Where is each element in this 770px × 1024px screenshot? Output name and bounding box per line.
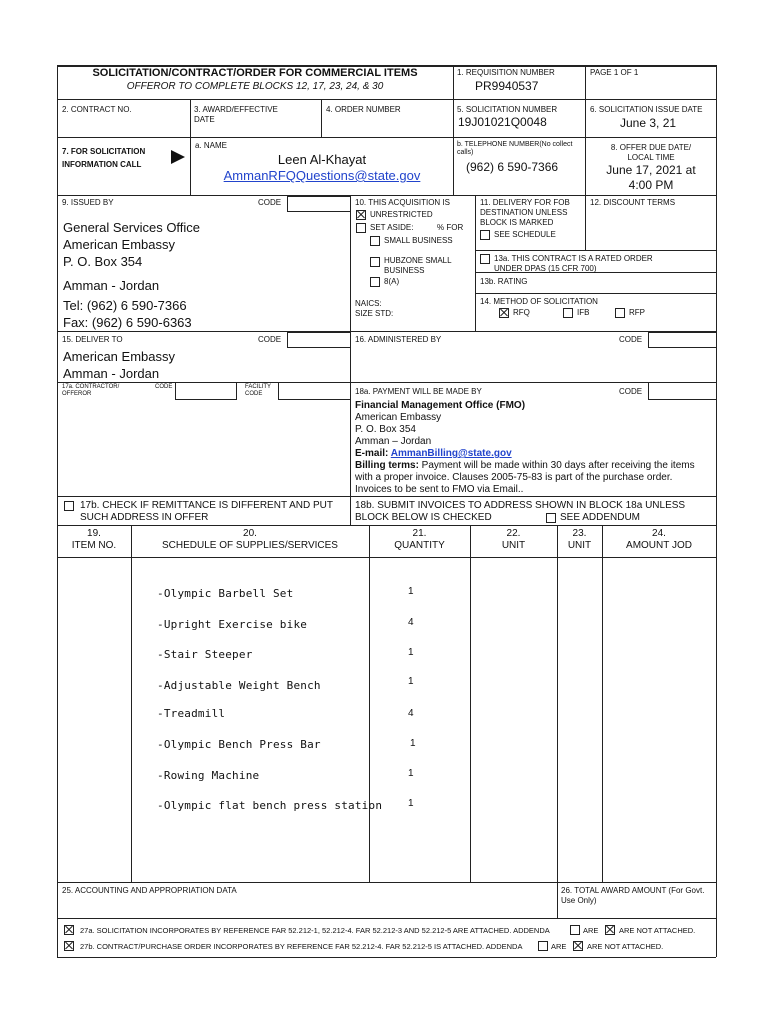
submit-invoices-label: 18b. SUBMIT INVOICES TO ADDRESS SHOWN IN BLOCK 18a UNLESS BLOCK BELOW IS CHECKED	[355, 500, 686, 523]
deliver-to-label: 15. DELIVER TO	[62, 335, 123, 344]
deliver-to-line: Amman - Jordan	[63, 366, 160, 381]
deliver-to-line: American Embassy	[63, 349, 175, 364]
requisition-number: PR9940537	[475, 79, 539, 93]
incorporates-27a-checkbox[interactable]	[64, 925, 74, 935]
col-divider	[369, 525, 370, 882]
contact-email-link[interactable]: AmmanRFQQuestions@state.gov	[223, 168, 421, 183]
item-description: -Upright Exercise bike	[157, 618, 308, 631]
payment-code-field[interactable]	[648, 382, 717, 400]
payment-label: 18a. PAYMENT WILL BE MADE BY	[355, 387, 482, 396]
item-description: -Stair Steeper	[157, 648, 253, 661]
telephone-label: b. TELEPHONE NUMBER(No collect calls)	[457, 141, 573, 156]
payment-address-line: P. O. Box 354	[355, 424, 416, 435]
issued-by-line: American Embassy	[63, 237, 175, 252]
item-description: -Treadmill	[157, 707, 226, 720]
item-quantity: 1	[408, 676, 414, 687]
row-divider	[57, 557, 716, 558]
eight-a-label: 8(A)	[384, 277, 400, 286]
addenda-27a-not-attached-label: ARE NOT ATTACHED.	[619, 926, 696, 935]
size-std-label: SIZE STD:	[355, 309, 394, 318]
remittance-checkbox[interactable]	[64, 501, 74, 511]
item-description: -Rowing Machine	[157, 769, 260, 782]
arrow-right-icon	[171, 150, 185, 164]
row-divider	[57, 882, 716, 883]
rated-order-label: 13a. THIS CONTRACT IS A RATED ORDER UNDER DPAS (15 CFR 700)	[494, 254, 653, 273]
telephone-number: (962) 6 590-7366	[466, 160, 559, 174]
col-divider	[453, 65, 454, 195]
percent-for-label: % FOR	[437, 223, 464, 232]
billing-terms	[355, 460, 710, 496]
issued-by-line: General Services Office	[63, 220, 201, 235]
issued-by-line: Fax: (962) 6 590-6363	[63, 315, 192, 330]
col-divider	[585, 195, 586, 250]
item-quantity: 4	[408, 617, 414, 628]
issue-date-label: 6. SOLICITATION ISSUE DATE	[590, 105, 703, 114]
contact-name: Leen Al-Khayat	[277, 152, 367, 167]
administered-code-label: CODE	[619, 335, 643, 344]
acquisition-label: 10. THIS ACQUISITION IS	[355, 198, 450, 207]
method-label: 14. METHOD OF SOLICITATION	[480, 297, 598, 306]
see-schedule-checkbox[interactable]	[480, 230, 490, 240]
form-title: SOLICITATION/CONTRACT/ORDER FOR COMMERCIAL ITEMS	[92, 67, 418, 79]
clause-27a-label: 27a. SOLICITATION INCORPORATES BY REFERENCE FAR 52.212-1, 52.212-4. FAR 52.212-3 AND 52.212-5 ARE ATTACHED. ADDENDA	[80, 926, 550, 935]
naics-label: NAICS:	[355, 299, 382, 308]
offer-due-label: 8. OFFER DUE DATE/ LOCAL TIME	[610, 143, 692, 162]
small-business-label: SMALL BUSINESS	[384, 236, 453, 245]
item-quantity: 1	[408, 586, 414, 597]
schedule-header: 20. SCHEDULE OF SUPPLIES/SERVICES	[162, 528, 338, 551]
contractor-code-field[interactable]	[175, 382, 237, 400]
payment-email-row	[355, 448, 512, 460]
addenda-27a-not-attached-checkbox[interactable]	[605, 925, 615, 935]
ifb-checkbox[interactable]	[563, 308, 573, 318]
rated-order-checkbox[interactable]	[480, 254, 490, 264]
unrestricted-label: UNRESTRICTED	[370, 210, 433, 219]
see-schedule-label: SEE SCHEDULE	[494, 230, 556, 239]
administered-code-field[interactable]	[648, 332, 717, 348]
row-divider	[57, 525, 716, 526]
col-divider	[190, 99, 191, 195]
solicitation-number-label: 5. SOLICITATION NUMBER	[457, 105, 558, 114]
addenda-27a-are-checkbox[interactable]	[570, 925, 580, 935]
row-divider	[57, 496, 716, 497]
page-indicator: PAGE 1 OF 1	[590, 68, 639, 77]
hubzone-checkbox[interactable]	[370, 257, 380, 267]
billing-terms-label: Billing terms:	[355, 460, 419, 471]
issued-by-code-label: CODE	[258, 198, 282, 207]
col-divider	[131, 525, 132, 882]
addenda-27b-not-attached-label: ARE NOT ATTACHED.	[587, 942, 664, 951]
item-quantity: 1	[408, 768, 414, 779]
form-bottom-border	[57, 957, 716, 958]
rfp-label: RFP	[629, 308, 645, 317]
requisition-label: 1. REQUISITION NUMBER	[457, 68, 555, 77]
addenda-27b-are-checkbox[interactable]	[538, 941, 548, 951]
payment-code-label: CODE	[619, 387, 643, 396]
row-divider	[57, 195, 716, 196]
item-description: -Olympic Bench Press Bar	[157, 738, 321, 751]
addenda-27a-are-label: ARE	[583, 926, 599, 935]
issued-by-line: P. O. Box 354	[63, 254, 143, 269]
col-divider	[557, 525, 558, 918]
addenda-27b-not-attached-checkbox[interactable]	[573, 941, 583, 951]
facility-code-field[interactable]	[278, 382, 351, 400]
payment-email-link[interactable]: AmmanBilling@state.gov	[390, 448, 512, 459]
unit-header: 22. UNIT	[501, 528, 526, 551]
row-divider	[57, 137, 716, 138]
row-divider	[57, 99, 716, 100]
item-quantity: 1	[408, 647, 414, 658]
item-description: -Olympic flat bench press station	[157, 799, 383, 812]
discount-terms-label: 12. DISCOUNT TERMS	[590, 198, 676, 207]
rfq-label: RFQ	[513, 308, 530, 317]
accounting-label: 25. ACCOUNTING AND APPROPRIATION DATA	[62, 886, 237, 895]
addenda-27b-are-label: ARE	[551, 942, 567, 951]
col-divider	[475, 195, 476, 331]
payment-office: Financial Management Office (FMO)	[355, 400, 526, 411]
item-quantity: 1	[410, 738, 416, 749]
unrestricted-checkbox[interactable]	[356, 210, 366, 220]
row-divider	[57, 382, 716, 383]
form-left-border	[57, 65, 58, 957]
facility-code-label: FACILITY CODE	[245, 384, 272, 397]
ifb-label: IFB	[577, 308, 590, 317]
delivery-fob-label: 11. DELIVERY FOR FOB DESTINATION UNLESS BLOCK IS MARKED	[480, 198, 570, 227]
award-date-label: 3. AWARD/EFFECTIVE DATE	[194, 105, 278, 124]
contractor-code-label: CODE	[155, 384, 173, 390]
issue-date: June 3, 21	[620, 116, 677, 130]
issued-by-code-field[interactable]	[287, 196, 351, 212]
see-addendum-checkbox[interactable]	[546, 513, 556, 523]
see-addendum-label: SEE ADDENDUM	[560, 512, 641, 523]
row-divider	[475, 293, 716, 294]
remittance-label: 17b. CHECK IF REMITTANCE IS DIFFERENT AND PUT SUCH ADDRESS IN OFFER	[80, 500, 333, 523]
unit-price-header: 23. UNIT	[567, 528, 592, 551]
for-information-label: 7. FOR SOLICITATION INFORMATION CALL	[62, 147, 146, 169]
hubzone-label: HUBZONE SMALL BUSINESS	[384, 256, 452, 275]
order-number-label: 4. ORDER NUMBER	[326, 105, 401, 114]
small-business-checkbox[interactable]	[370, 236, 380, 246]
incorporates-27b-checkbox[interactable]	[64, 941, 74, 951]
payment-address-line: Amman – Jordan	[355, 436, 432, 447]
col-divider	[470, 525, 471, 882]
item-quantity: 4	[408, 708, 414, 719]
row-divider	[475, 250, 716, 251]
total-award-label: 26. TOTAL AWARD AMOUNT (For Govt. Use Only)	[561, 886, 705, 905]
payment-email-label: E-mail:	[355, 448, 391, 459]
col-divider	[602, 525, 603, 882]
rfp-checkbox[interactable]	[615, 308, 625, 318]
contract-no-label: 2. CONTRACT NO.	[62, 105, 132, 114]
contractor-label: 17a. CONTRACTOR/ OFFEROR	[62, 384, 120, 397]
issued-by-line: Amman - Jordan	[63, 278, 160, 293]
item-description: -Adjustable Weight Bench	[157, 679, 321, 692]
rating-label: 13b. RATING	[480, 277, 528, 286]
clause-27b-label: 27b. CONTRACT/PURCHASE ORDER INCORPORATES BY REFERENCE FAR 52.212-4. FAR 52.212-5 IS ATTACHED. ADDENDA	[80, 942, 523, 951]
eight-a-checkbox[interactable]	[370, 277, 380, 287]
set-aside-label: SET ASIDE:	[370, 223, 414, 232]
rfq-checkbox[interactable]	[499, 308, 509, 318]
name-label: a. NAME	[195, 141, 228, 150]
amount-header: 24. AMOUNT JOD	[626, 528, 692, 551]
form-subtitle: OFFEROR TO COMPLETE BLOCKS 12, 17, 23, 24, & 30	[126, 81, 384, 92]
offer-due-date: June 17, 2021 at 4:00 PM	[606, 163, 696, 192]
payment-address-line: American Embassy	[355, 412, 442, 423]
set-aside-checkbox[interactable]	[356, 223, 366, 233]
deliver-to-code-field[interactable]	[287, 332, 351, 348]
solicitation-number: 19J01021Q0048	[458, 115, 547, 129]
col-divider	[350, 195, 351, 525]
administered-by-label: 16. ADMINISTERED BY	[355, 335, 442, 344]
item-quantity: 1	[408, 798, 414, 809]
form-right-border	[716, 65, 717, 957]
billing-terms-text: Payment will be made within 30 days after receiving the items with a proper invoice. Clauses 2005-75-83 is part of the purchase order. Invoices to be sent to FMO via Email..	[355, 460, 695, 495]
issued-by-label: 9. ISSUED BY	[62, 198, 114, 207]
quantity-header: 21. QUANTITY	[394, 528, 445, 551]
deliver-to-code-label: CODE	[258, 335, 282, 344]
issued-by-line: Tel: (962) 6 590-7366	[63, 298, 187, 313]
row-divider	[57, 918, 716, 919]
col-divider	[321, 99, 322, 137]
item-no-header: 19. ITEM NO.	[71, 528, 117, 551]
row-divider	[57, 331, 716, 332]
item-description: -Olympic Barbell Set	[157, 587, 294, 600]
